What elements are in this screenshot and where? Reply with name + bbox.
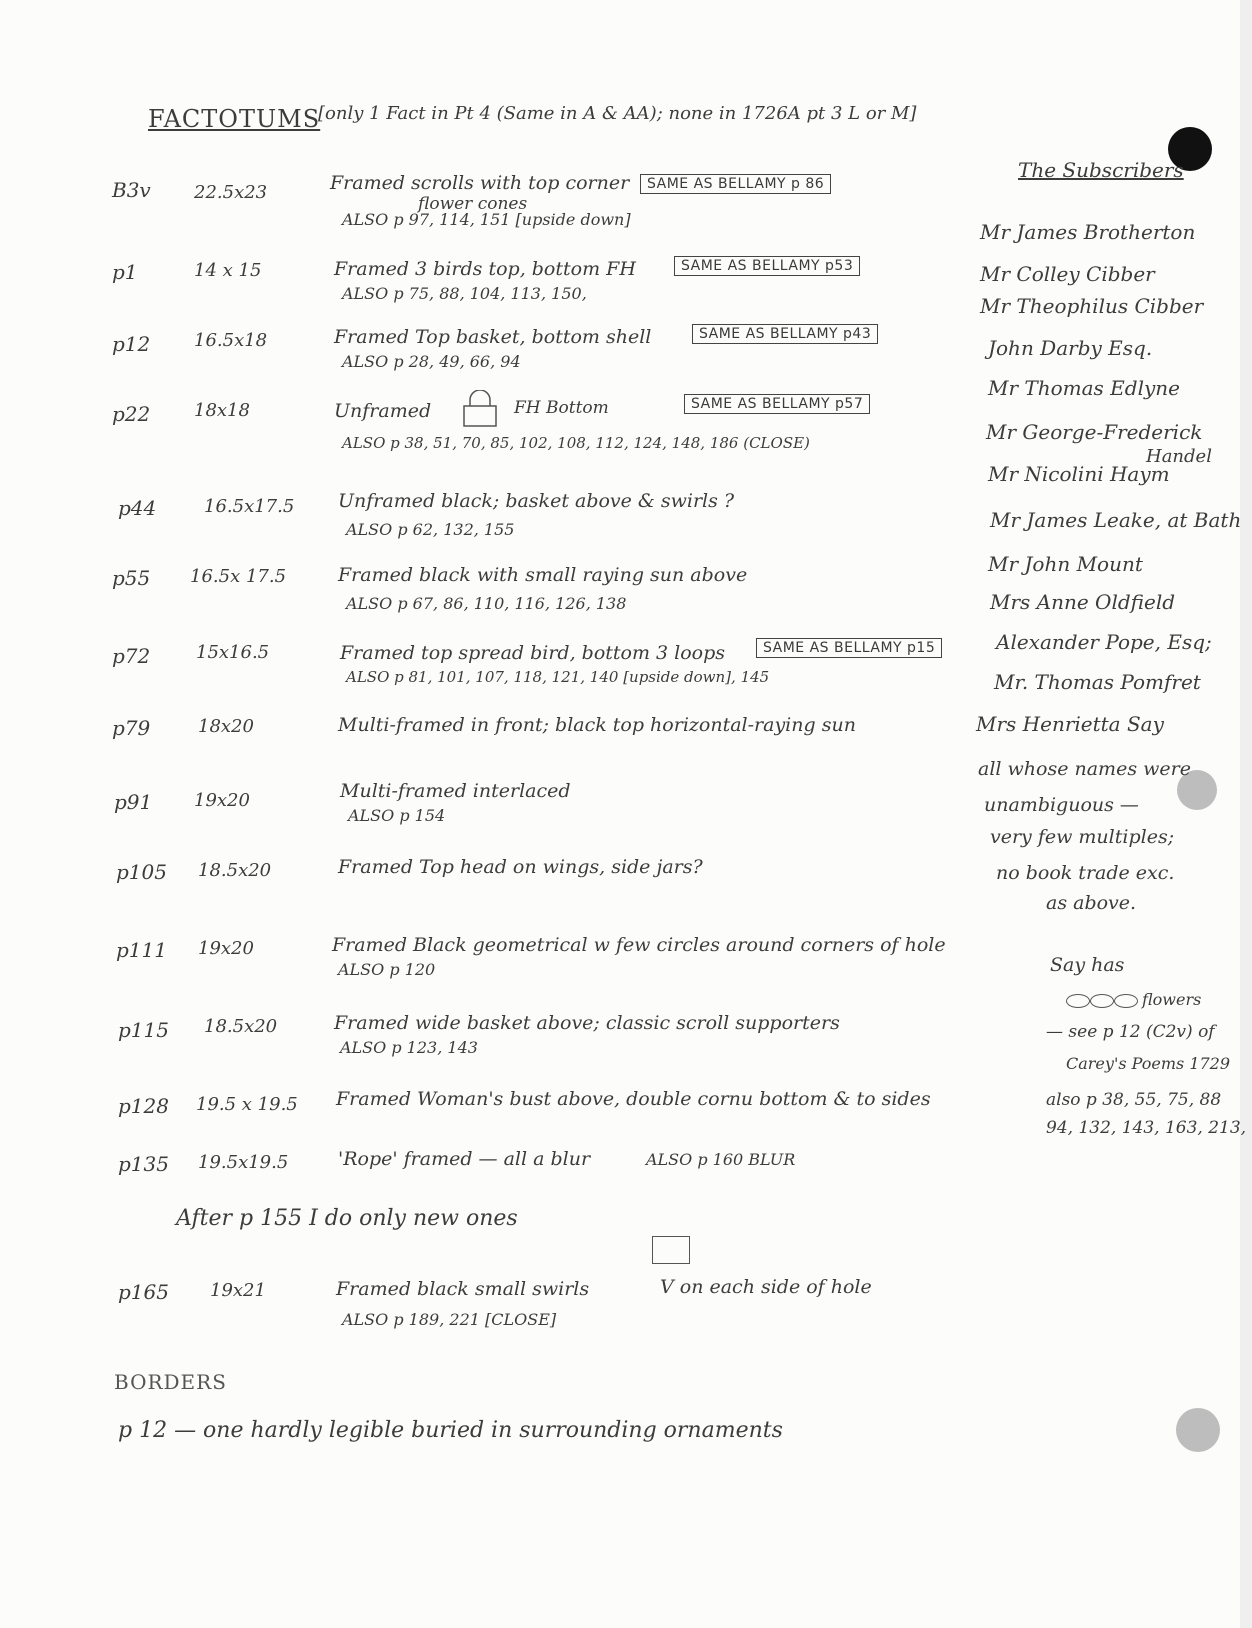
row-desc: Framed Black geometrical w few circles around corners of hole (332, 934, 946, 956)
row-size: 16.5x17.5 (204, 496, 295, 517)
subscribers-note-line: all whose names were (978, 758, 1191, 780)
row-also: ALSO p 97, 114, 151 [upside down] (342, 210, 631, 229)
page-edge (1240, 0, 1252, 1628)
subscriber-name: Mr. Thomas Pomfret (994, 670, 1201, 694)
same-as-bellamy-box: SAME AS BELLAMY p43 (692, 324, 878, 344)
row-size: 18x18 (194, 400, 250, 421)
subscriber-name: John Darby Esq. (988, 336, 1153, 360)
row-also: ALSO p 75, 88, 104, 113, 150, (342, 284, 587, 303)
small-box-sketch (652, 1236, 690, 1264)
row-size: 16.5x18 (194, 330, 268, 351)
row-page: p1 (112, 260, 138, 284)
same-as-bellamy-box: SAME AS BELLAMY p53 (674, 256, 860, 276)
row-page: p22 (112, 402, 151, 426)
flowers-ornament-icon (1066, 994, 1136, 1008)
subscribers-note-line: very few multiples; (990, 826, 1175, 848)
row-page: p115 (118, 1018, 169, 1042)
subscriber-name: Mr George-Frederick (986, 420, 1203, 444)
row-desc: Framed scrolls with top corner (330, 172, 630, 194)
row-page: p135 (118, 1152, 169, 1176)
row-desc: Framed black small swirls (336, 1278, 590, 1300)
subscriber-name: Mr John Mount (988, 552, 1143, 576)
borders-heading: BORDERS (114, 1370, 227, 1394)
row-page: p44 (118, 496, 157, 520)
say-note-line: 94, 132, 143, 163, 213, (1046, 1118, 1247, 1138)
row-desc: Unframed (334, 400, 432, 422)
row-also: ALSO p 123, 143 (340, 1038, 478, 1057)
row-page: p105 (116, 860, 167, 884)
subscriber-name: Mr Thomas Edlyne (988, 376, 1180, 400)
row-page: p55 (112, 566, 151, 590)
row-desc: Framed top spread bird, bottom 3 loops (340, 642, 726, 664)
row-desc-after: V on each side of hole (660, 1276, 872, 1298)
say-note-line: Carey's Poems 1729 (1066, 1054, 1231, 1073)
subscribers-note-line: as above. (1046, 892, 1137, 914)
row-size: 22.5x23 (194, 182, 268, 203)
row-desc: Framed 3 birds top, bottom FH (334, 258, 636, 280)
subscriber-name: Mr Nicolini Haym (988, 462, 1170, 486)
padlock-shape-icon (460, 390, 500, 428)
row-size: 19.5x19.5 (198, 1152, 289, 1173)
say-note-line: Say has (1050, 954, 1125, 976)
row-size: 18x20 (198, 716, 254, 737)
row-also: ALSO p 120 (338, 960, 436, 979)
subscriber-name: Mr James Leake, at Bath (990, 508, 1242, 532)
row-size: 19x21 (210, 1280, 266, 1301)
say-note-flowers (1066, 990, 1201, 1009)
row-desc: Multi-framed interlaced (340, 780, 571, 802)
say-note-line: — see p 12 (C2v) of (1046, 1022, 1215, 1042)
row-page: p91 (114, 790, 153, 814)
row-also: ALSO p 154 (348, 806, 446, 825)
subscriber-name: Mrs Anne Oldfield (990, 590, 1176, 614)
row-size: 15x16.5 (196, 642, 270, 663)
row-also: ALSO p 38, 51, 70, 85, 102, 108, 112, 124, 148, 186 (CLOSE) (342, 434, 810, 452)
subscriber-name: Mr Colley Cibber (980, 262, 1155, 286)
row-size: 16.5x 17.5 (190, 566, 287, 587)
row-also: ALSO p 67, 86, 110, 116, 126, 138 (346, 594, 627, 613)
row-page: B3v (112, 178, 151, 202)
row-page: p165 (118, 1280, 169, 1304)
factotums-heading: FACTOTUMS (148, 105, 321, 133)
same-as-bellamy-box: SAME AS BELLAMY p 86 (640, 174, 831, 194)
row-page: p12 (112, 332, 151, 356)
punch-hole-bottom (1176, 1408, 1220, 1452)
row-size: 18.5x20 (204, 1016, 278, 1037)
row-size: 14 x 15 (194, 260, 262, 281)
same-as-bellamy-box: SAME AS BELLAMY p15 (756, 638, 942, 658)
row-also: ALSO p 62, 132, 155 (346, 520, 515, 539)
subscriber-name: Mrs Henrietta Say (976, 712, 1164, 736)
row-size: 18.5x20 (198, 860, 272, 881)
same-as-bellamy-box: SAME AS BELLAMY p57 (684, 394, 870, 414)
after-note: After p 155 I do only new ones (176, 1206, 518, 1231)
subscriber-name: Handel (1146, 446, 1212, 467)
row-desc: Framed black with small raying sun above (338, 564, 748, 586)
row-desc: Framed Top basket, bottom shell (334, 326, 652, 348)
row-also: ALSO p 28, 49, 66, 94 (342, 352, 521, 371)
row-page: p111 (116, 938, 167, 962)
say-note-line: also p 38, 55, 75, 88 (1046, 1090, 1222, 1110)
row-size: 19.5 x 19.5 (196, 1094, 298, 1115)
row-also: ALSO p 189, 221 [CLOSE] (342, 1310, 557, 1329)
subscriber-name: Mr James Brotherton (980, 220, 1196, 244)
factotums-note: [only 1 Fact in Pt 4 (Same in A & AA); none in 1726A pt 3 L or M] (318, 103, 917, 124)
row-desc-after: FH Bottom (514, 398, 609, 418)
row-desc: Multi-framed in front; black top horizontal-raying sun (338, 714, 856, 736)
row-desc: Framed wide basket above; classic scroll supporters (334, 1012, 840, 1034)
say-note-line: flowers (1142, 990, 1202, 1009)
row-desc: Unframed black; basket above & swirls ? (338, 490, 735, 512)
borders-line: p 12 — one hardly legible buried in surrounding ornaments (118, 1418, 783, 1443)
subscriber-name: Mr Theophilus Cibber (980, 294, 1204, 318)
row-size: 19x20 (198, 938, 254, 959)
row-page: p72 (112, 644, 151, 668)
row-also: ALSO p 81, 101, 107, 118, 121, 140 [upside down], 145 (346, 668, 770, 686)
row-page: p79 (112, 716, 151, 740)
row-page: p128 (118, 1094, 169, 1118)
row-desc: 'Rope' framed — all a blur (338, 1148, 591, 1170)
row-desc: Framed Top head on wings, side jars? (338, 856, 703, 878)
row-desc-2: flower cones (418, 194, 528, 214)
row-size: 19x20 (194, 790, 250, 811)
row-desc: Framed Woman's bust above, double cornu bottom & to sides (336, 1088, 931, 1110)
subscriber-name: Alexander Pope, Esq; (996, 630, 1212, 654)
subscribers-note-line: unambiguous — (984, 794, 1139, 816)
subscribers-note-line: no book trade exc. (996, 862, 1175, 884)
row-extra: ALSO p 160 BLUR (646, 1150, 796, 1169)
subscribers-title: The Subscribers (1018, 158, 1184, 182)
